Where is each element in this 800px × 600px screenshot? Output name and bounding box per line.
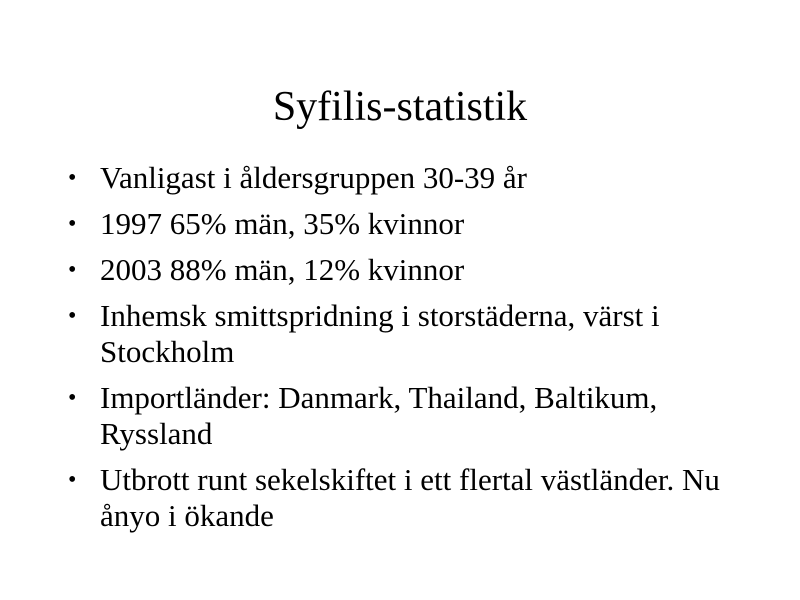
bullet-item (68, 252, 748, 288)
bullet-item (68, 160, 748, 196)
bullet-icon: • (68, 165, 77, 191)
bullet-icon: • (68, 385, 77, 411)
bullet-item (68, 298, 748, 370)
bullet-list (68, 160, 748, 544)
bullet-item (68, 462, 748, 534)
bullet-icon: • (68, 257, 77, 283)
bullet-icon: • (68, 467, 77, 493)
bullet-icon: • (68, 303, 77, 329)
slide-title: Syfilis-statistik (272, 84, 528, 130)
bullet-text: 2003 88% män, 12% kvinnor (100, 252, 465, 287)
bullet-item (68, 380, 748, 452)
bullet-text: Utbrott runt sekelskiftet i ett flertal västländer. Nu ånyo i ökande (100, 462, 720, 533)
bullet-text: Vanligast i åldersgruppen 30-39 år (100, 160, 527, 195)
bullet-text: Importländer: Danmark, Thailand, Baltikum, Ryssland (100, 380, 658, 451)
bullet-text: Inhemsk smittspridning i storstäderna, värst i Stockholm (100, 298, 660, 369)
bullet-icon: • (68, 211, 77, 237)
bullet-text: 1997 65% män, 35% kvinnor (100, 206, 465, 241)
bullet-item (68, 206, 748, 242)
